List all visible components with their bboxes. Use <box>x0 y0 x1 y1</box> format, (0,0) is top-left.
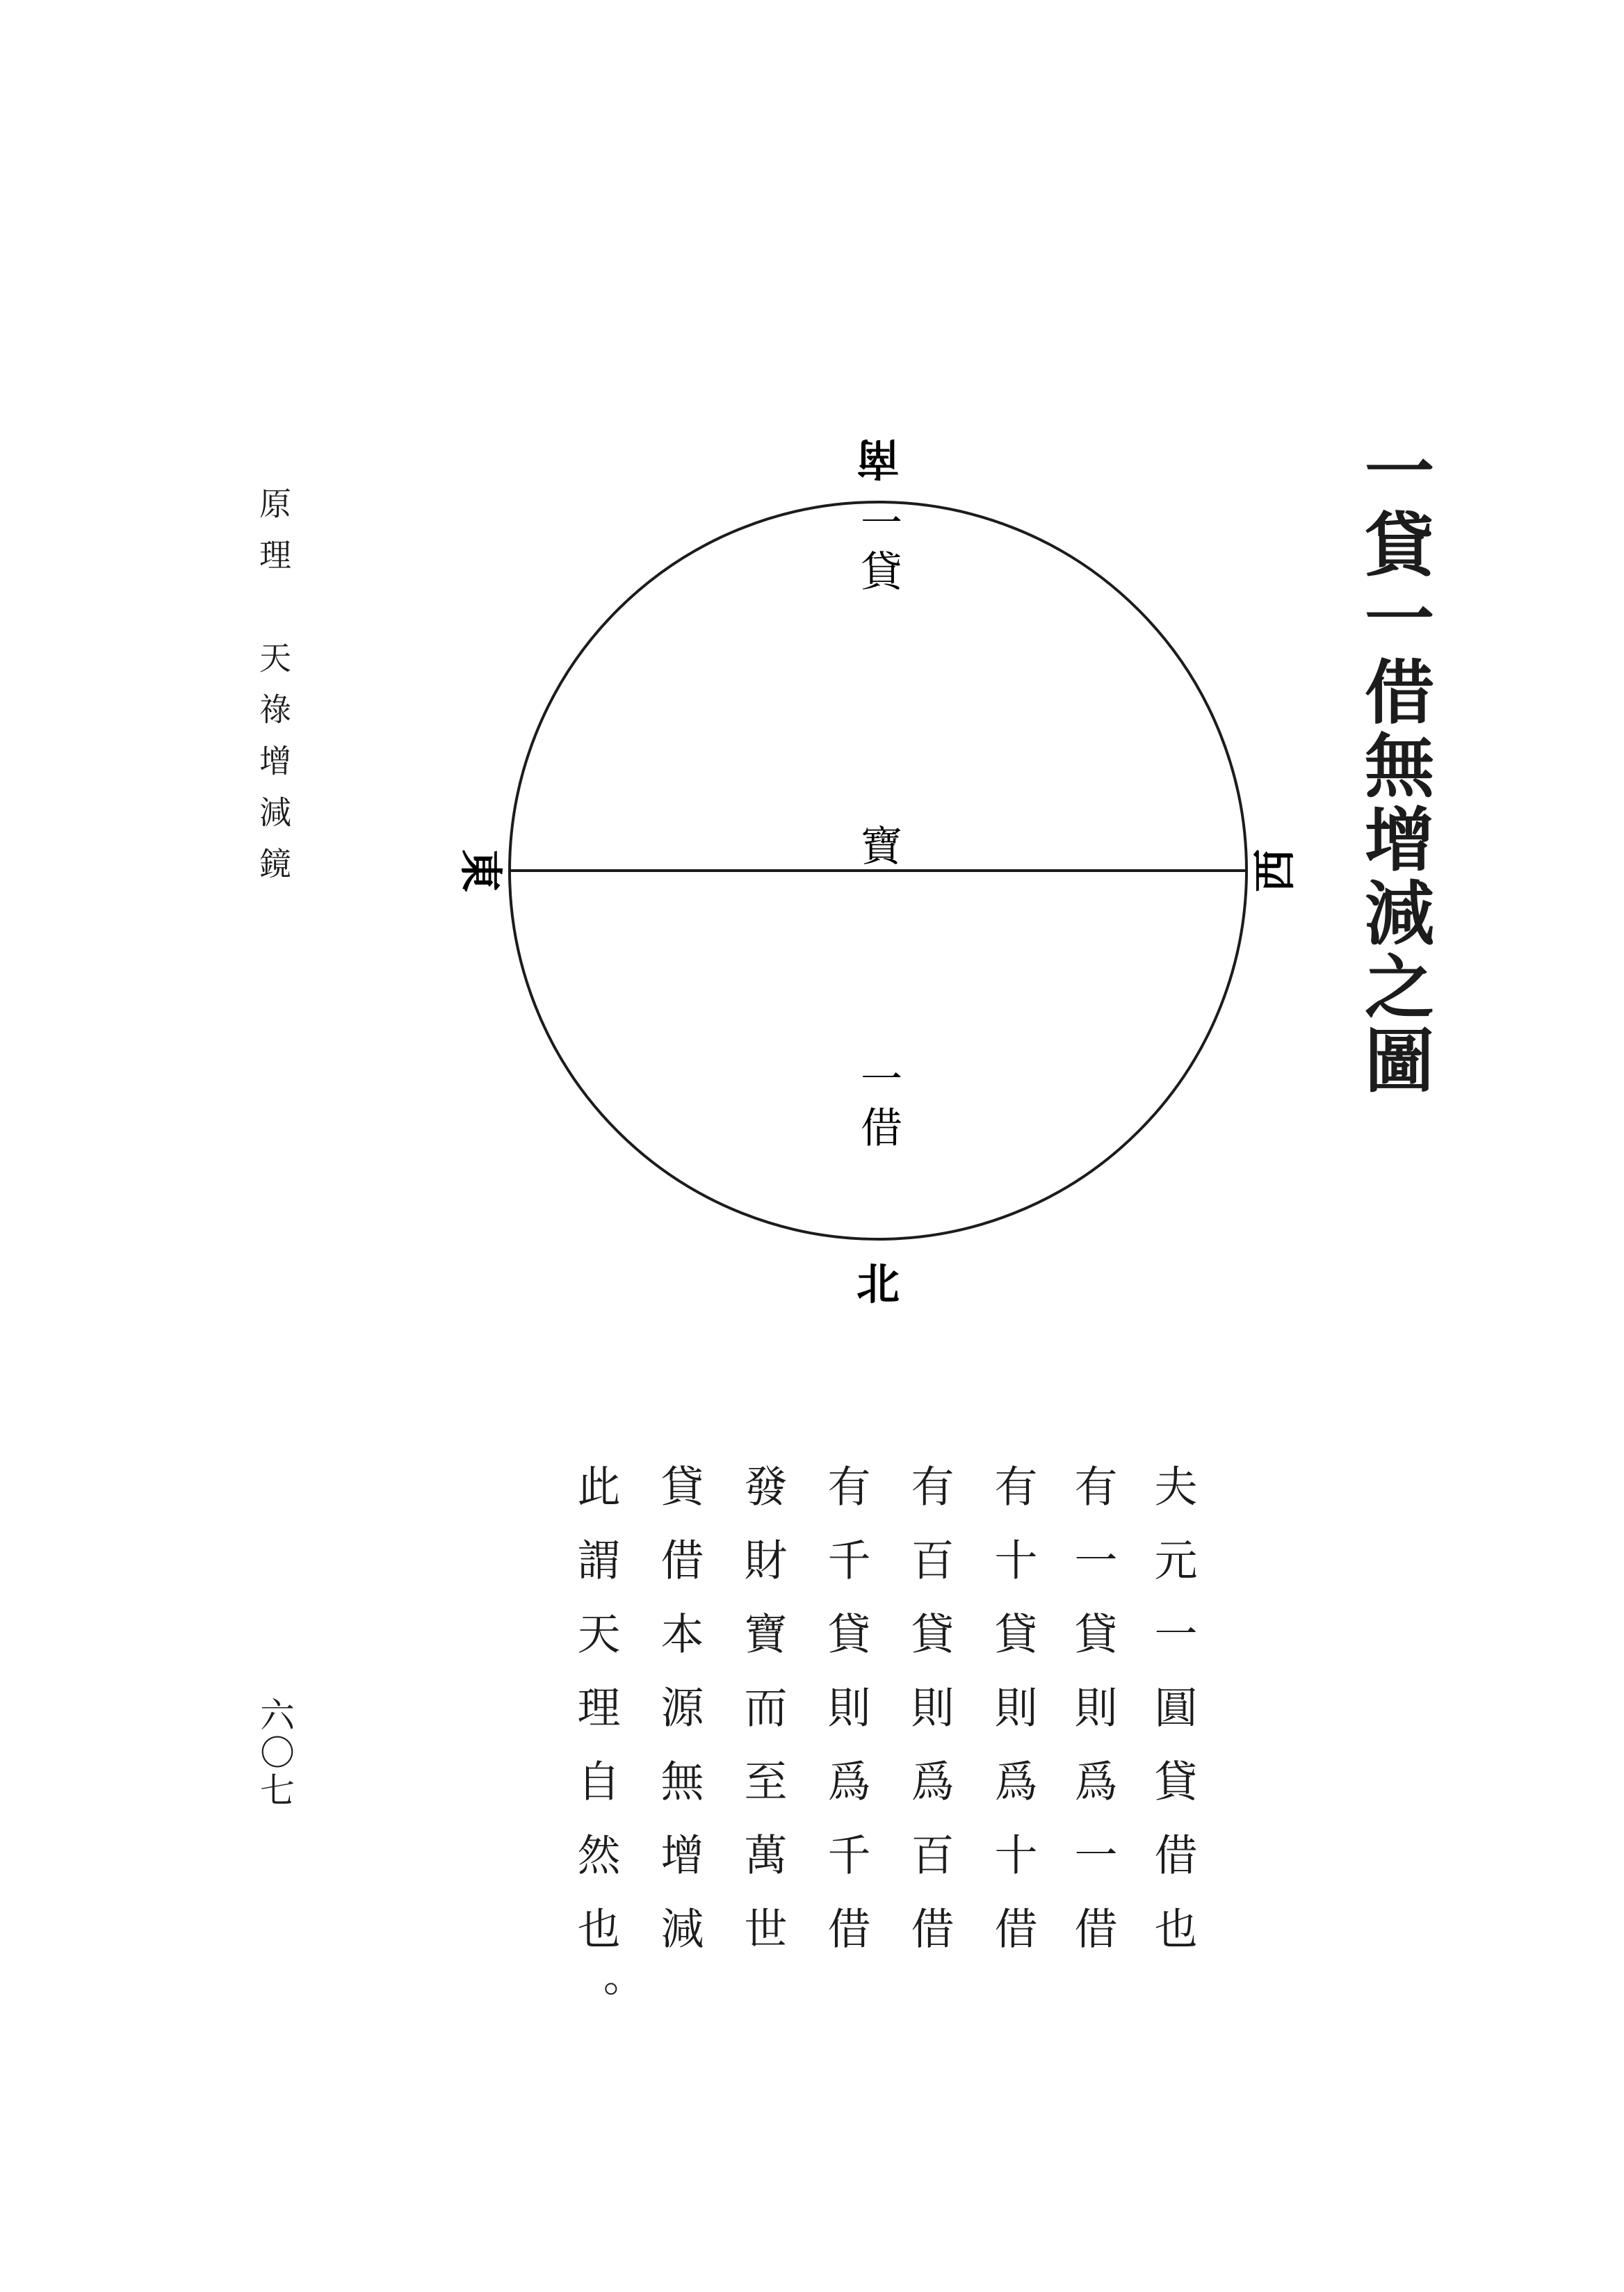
page-number: 六〇七 <box>254 1697 295 1809</box>
direction-east: 東 <box>455 848 506 893</box>
page-title: 一貸一借無增減之圖 <box>1353 435 1435 1098</box>
body-column: 有千貸則爲千借 <box>820 1464 871 1980</box>
direction-south: 南 <box>856 433 900 484</box>
upper-label: 一貸 <box>854 501 902 598</box>
direction-north: 北 <box>856 1259 900 1309</box>
body-column: 有百貸則爲百借 <box>904 1464 955 1980</box>
body-column: 夫元一圓貸借也 <box>1147 1464 1198 1980</box>
body-column: 發財寶而至萬世 <box>737 1464 788 1980</box>
running-head: 原理 天祿增減鏡 <box>254 487 292 898</box>
body-column: 貸借本源無增減 <box>653 1464 704 1980</box>
direction-west: 西 <box>1249 848 1300 893</box>
body-column: 有一貸則爲一借 <box>1067 1464 1118 1980</box>
body-column: 有十貸則爲十借 <box>987 1464 1038 1980</box>
lower-label: 一借 <box>854 1057 902 1154</box>
body-column: 此謂天理自然也。 <box>570 1464 621 2053</box>
center-label: 寶 <box>854 824 902 866</box>
